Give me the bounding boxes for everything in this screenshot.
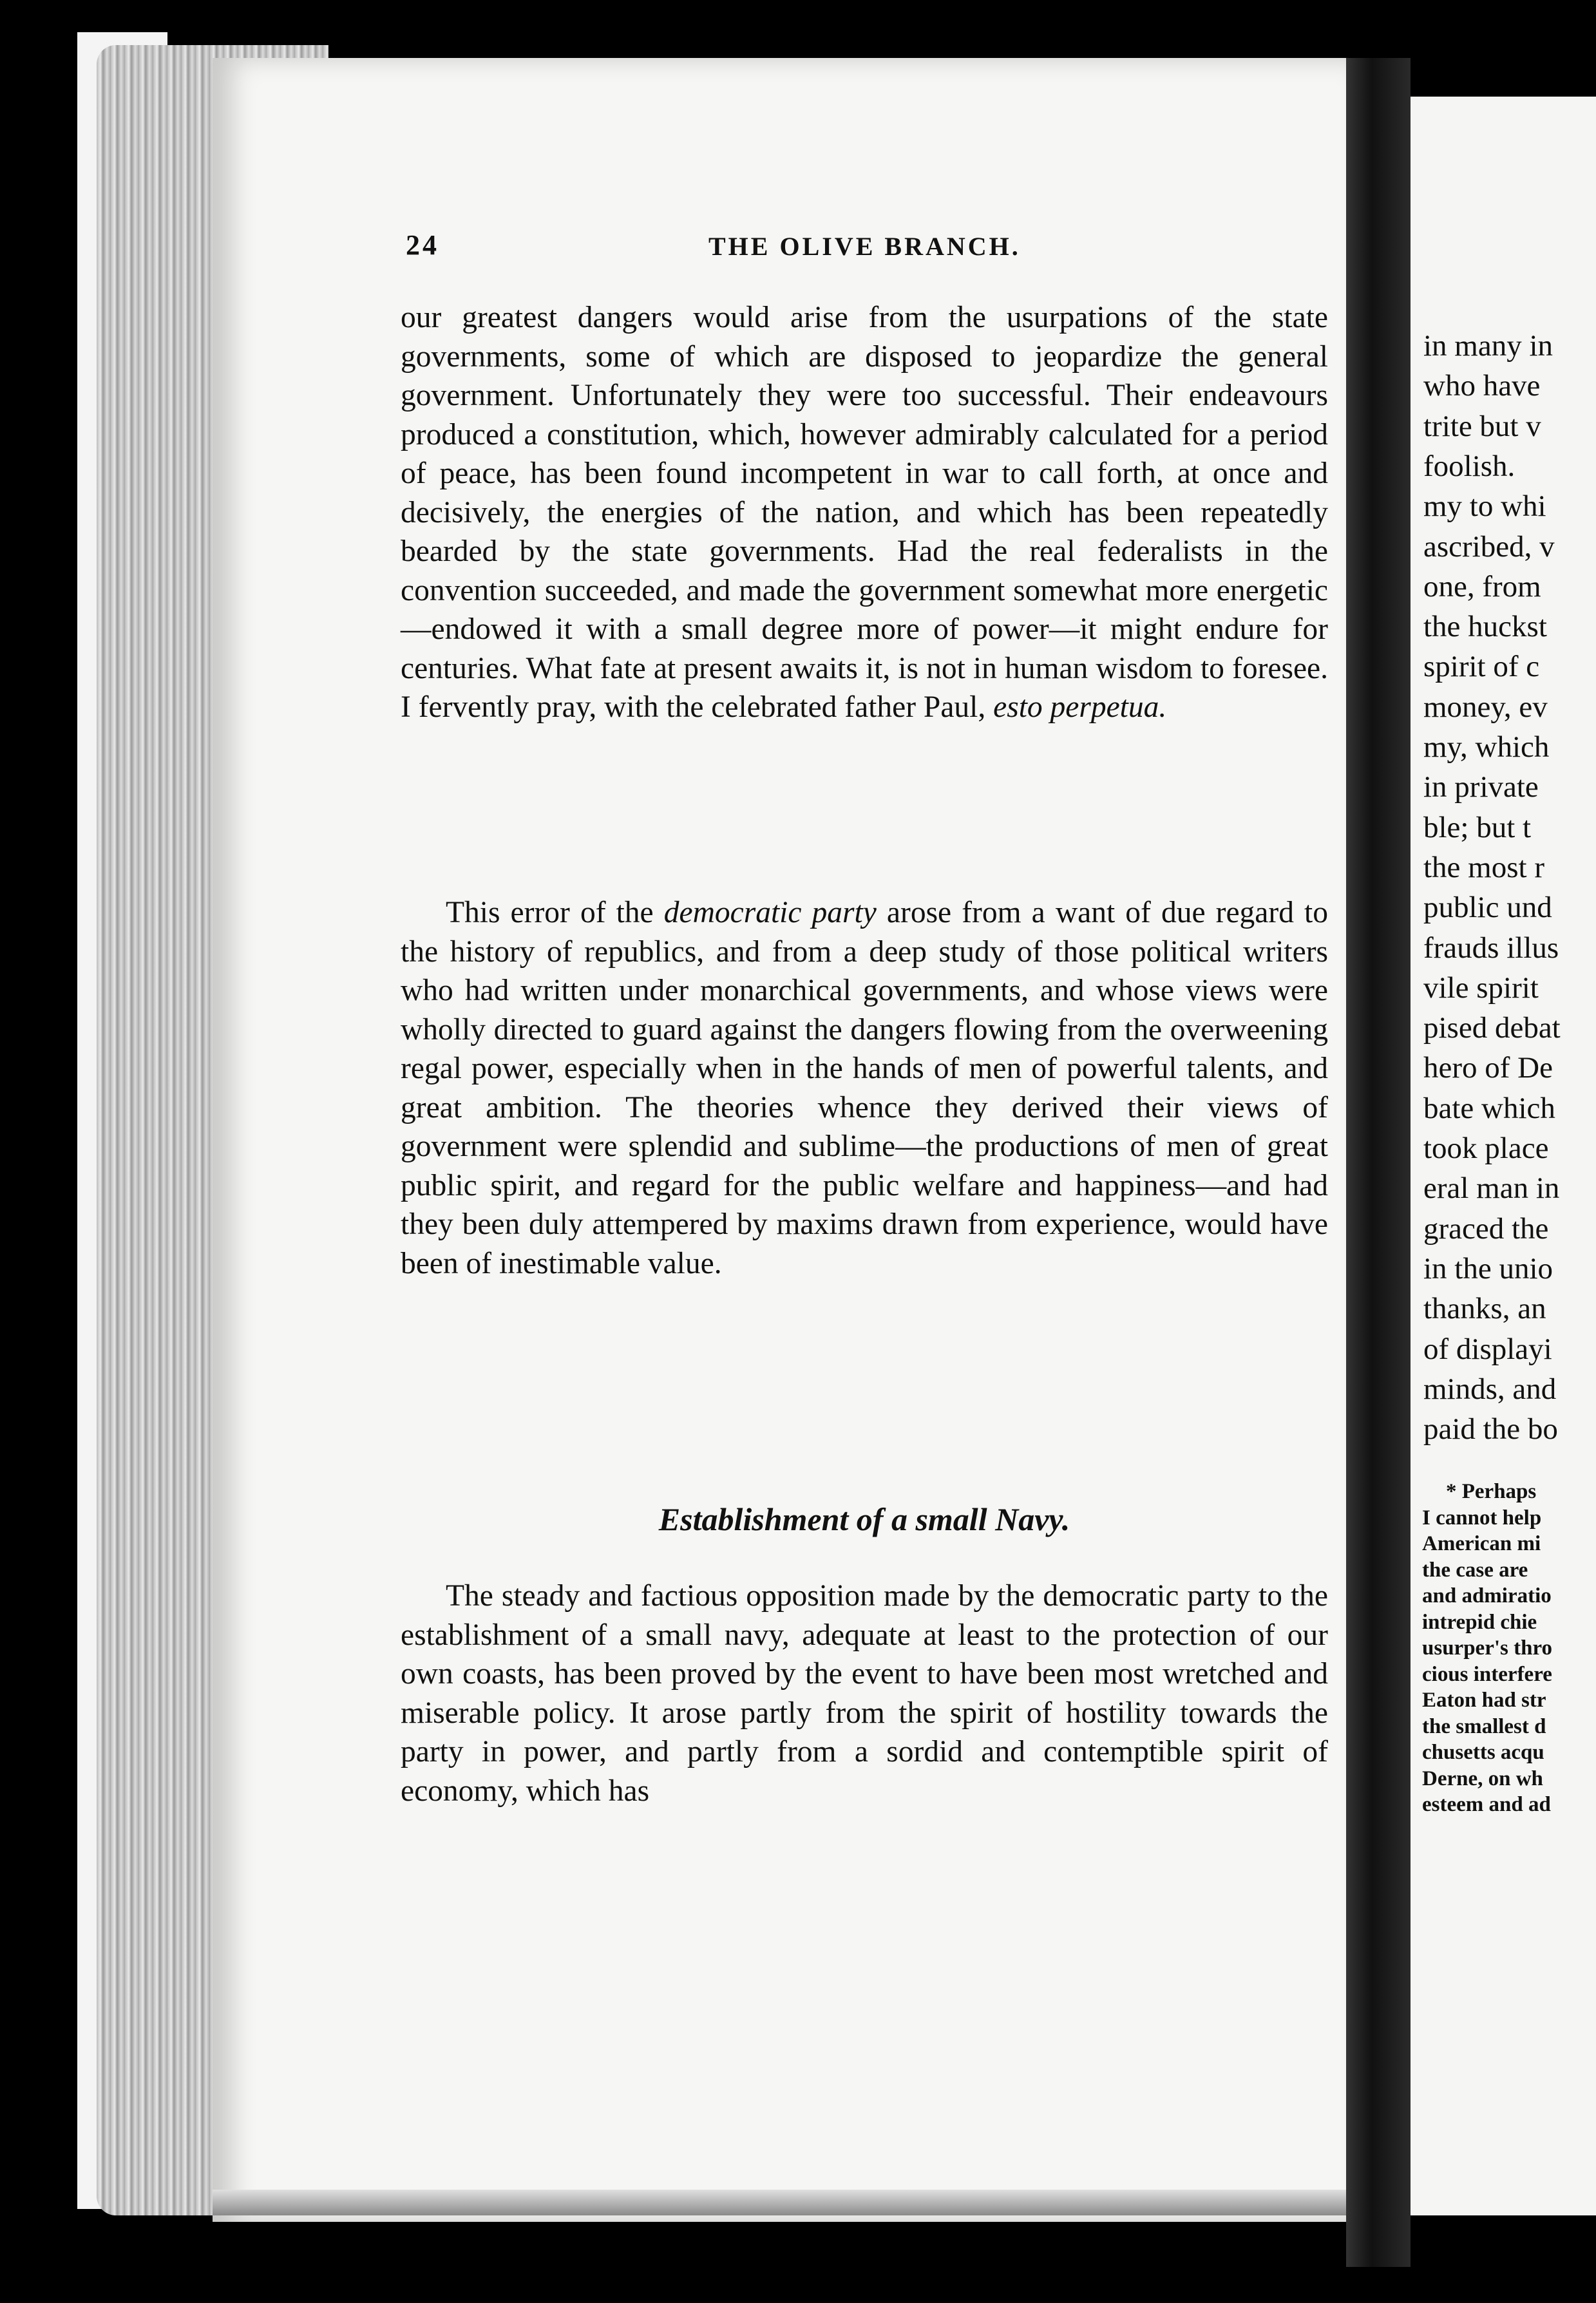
book-gutter bbox=[1346, 58, 1411, 2267]
facing-page-line: ascribed, v bbox=[1423, 529, 1555, 564]
facing-page-line: paid the bo bbox=[1423, 1412, 1558, 1446]
facing-page-line: frauds illus bbox=[1423, 931, 1559, 965]
facing-page-line: public und bbox=[1423, 891, 1552, 925]
facing-page-line: spirit of c bbox=[1423, 650, 1540, 684]
paragraph-emphasis: democratic party bbox=[663, 896, 877, 929]
facing-page-line: ble; but t bbox=[1423, 810, 1532, 844]
facing-page-line: hero of De bbox=[1423, 1051, 1553, 1085]
paragraph-emphasis: esto perpetua. bbox=[993, 690, 1167, 724]
facing-page-line: of displayi bbox=[1423, 1332, 1552, 1366]
body-paragraph-1 bbox=[401, 298, 1328, 727]
section-heading: Establishment of a small Navy. bbox=[658, 1501, 1070, 1537]
facing-page-footnote-line: I cannot help bbox=[1422, 1506, 1542, 1530]
body-paragraph-3 bbox=[401, 1577, 1328, 1810]
facing-page-line: money, ev bbox=[1423, 690, 1548, 724]
facing-page-footnote-line: Eaton had str bbox=[1422, 1689, 1546, 1712]
facing-page-line: graced the bbox=[1423, 1211, 1549, 1246]
facing-page-line: bate which bbox=[1423, 1091, 1555, 1125]
facing-page-footnote-line: usurper's thro bbox=[1422, 1636, 1552, 1660]
facing-page-line: who have bbox=[1423, 369, 1541, 403]
facing-page-footnote-line: esteem and ad bbox=[1422, 1793, 1551, 1816]
facing-page-line: took place bbox=[1423, 1132, 1549, 1165]
facing-page-line: vile spirit bbox=[1423, 971, 1539, 1005]
facing-page-line: my, which bbox=[1423, 730, 1550, 764]
facing-page-line: one, from bbox=[1423, 569, 1541, 603]
facing-page-line: trite but v bbox=[1423, 409, 1541, 443]
facing-page-footnote-line: the smallest d bbox=[1422, 1714, 1546, 1738]
facing-page-line: pised debat bbox=[1423, 1011, 1561, 1045]
facing-page-line: in the unio bbox=[1423, 1251, 1553, 1285]
facing-page-footnote-line: and admiratio bbox=[1422, 1584, 1552, 1607]
facing-page-line: the huckst bbox=[1423, 610, 1547, 644]
facing-page-line: minds, and bbox=[1423, 1372, 1557, 1406]
facing-page-footnote-line: Derne, on wh bbox=[1422, 1767, 1543, 1790]
facing-page-line: the most r bbox=[1423, 850, 1544, 884]
facing-page-line: thanks, an bbox=[1423, 1292, 1546, 1326]
facing-page-line: my to whi bbox=[1423, 489, 1546, 524]
page-bottom-edge bbox=[213, 2190, 1404, 2215]
facing-page-footnote-line: American mi bbox=[1422, 1532, 1541, 1555]
facing-page-footnote-line: * Perhaps bbox=[1446, 1480, 1537, 1503]
facing-page-line: in private bbox=[1423, 770, 1539, 804]
facing-page-footnote-line: chusetts acqu bbox=[1422, 1741, 1544, 1764]
paragraph-text: The steady and factious opposition made by the democratic party to the establishment of a small navy, adequate at least to the protection of our own coasts, has been proved by the event to have been most wretched and miserable policy. It arose partly from the spirit of hostility towards the party in power, and partly from a sordid and contemptible spirit of economy, which has bbox=[401, 1579, 1328, 1808]
paragraph-text: arose from a want of due regard to the history of republics, and from a deep study of those political writers who had written under monarchical governments, and whose views were wholly directed to guard against the dangers flowing from the overweening regal power, especially when in the hands of men of powerful talents, and great ambition. The theories whence they derived their views of government were splendid and sublime—the productions of men of great public spirit, and regard for the public welfare and happiness—and had they been duly attempered by maxims drawn from experience, would have been of inestimable value. bbox=[401, 896, 1329, 1280]
facing-page-footnote-line: intrepid chie bbox=[1422, 1610, 1537, 1634]
facing-page-line: in many in bbox=[1423, 329, 1553, 363]
paragraph-text: our greatest dangers would arise from the usurpations of the state governments, some of which are disposed to jeopardize the general government. Unfortunately they were too successful. Their endeavours produced a constitution, which, however admirably calculated for a period of peace, has been found incompetent in war to call forth, at once and decisively, the energies of the nation, and which has been repeatedly bearded by the state governments. Had the real federalists in the convention succeeded, and made the government somewhat more energetic—endowed it with a small degree more of power—it might endure for centuries. What fate at present awaits it, is not in human wisdom to foresee. I fervently pray, with the celebrated father Paul, bbox=[401, 301, 1328, 724]
facing-page-footnote-line: the case are bbox=[1422, 1558, 1528, 1582]
facing-page-line: eral man in bbox=[1423, 1171, 1560, 1206]
facing-page-footnote-line: cious interfere bbox=[1422, 1662, 1552, 1686]
paragraph-lead: This error of the bbox=[446, 896, 654, 929]
running-head bbox=[406, 229, 1314, 267]
facing-page-line: foolish. bbox=[1423, 449, 1515, 483]
body-paragraph-2 bbox=[401, 893, 1328, 1283]
running-title: THE OLIVE BRANCH. bbox=[708, 232, 1021, 261]
page-number: 24 bbox=[406, 229, 439, 261]
